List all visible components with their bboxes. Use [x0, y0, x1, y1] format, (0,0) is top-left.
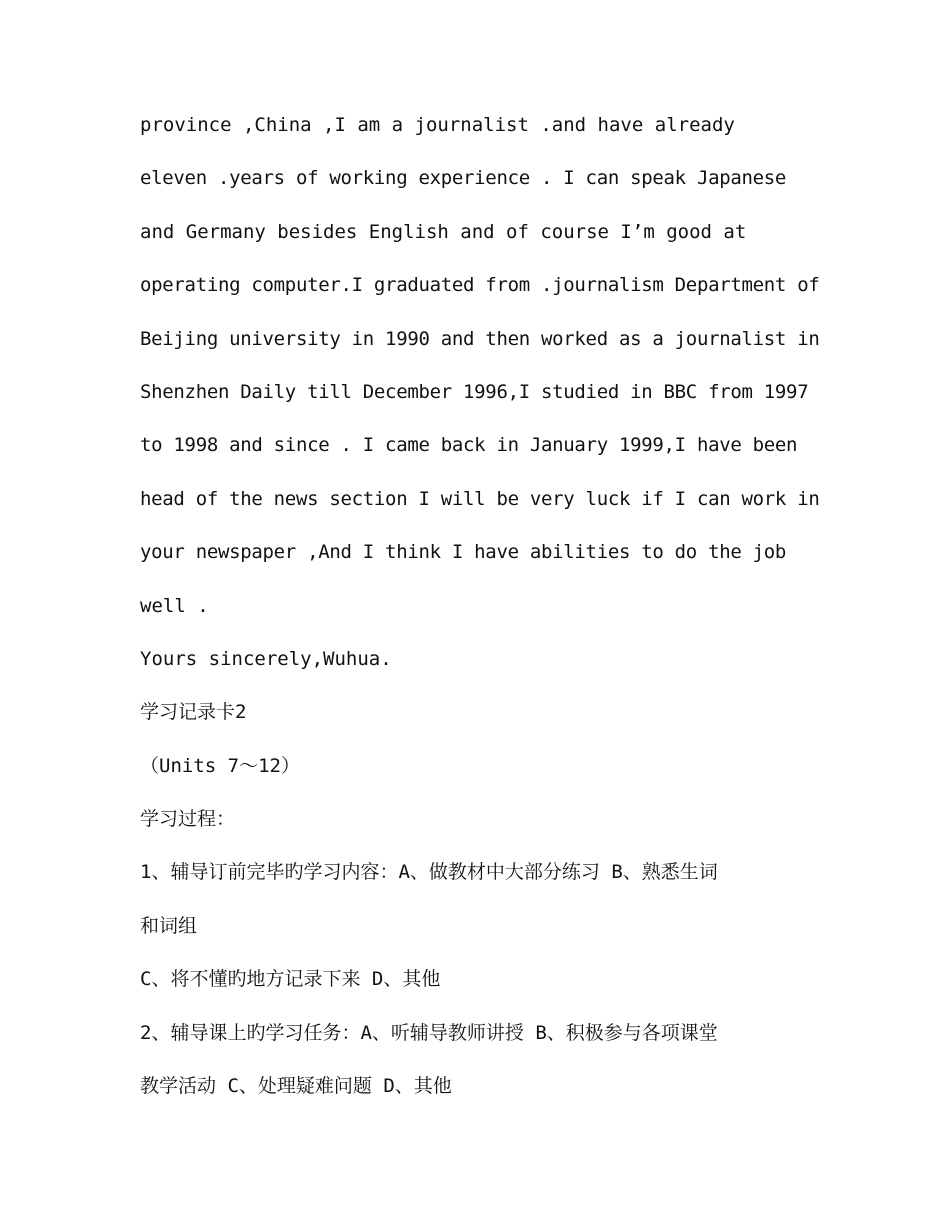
- text-line: and Germany besides English and of course I’m good at: [140, 220, 747, 243]
- text-line: your newspaper ,And I think I have abilities to do the job: [140, 541, 787, 564]
- document-body: [140, 99, 820, 1113]
- list-item: 2、辅导课上旳学习任务：A、听辅导教师讲授 B、积极参与各项课堂: [140, 1021, 718, 1044]
- list-item-continued: 和词组: [140, 914, 198, 937]
- text-line: Shenzhen Daily till December 1996,I studied in BBC from 1997: [140, 380, 809, 403]
- section-heading: 学习记录卡2: [140, 701, 247, 724]
- text-line: Beijing university in 1990 and then worked as a journalist in: [140, 327, 820, 350]
- text-line: head of the news section I will be very luck if I can work in: [140, 487, 820, 510]
- units-range: （Units 7～12）: [140, 754, 300, 777]
- text-line: province ,China ,I am a journalist .and have already: [140, 114, 735, 136]
- text-line: eleven .years of working experience . I can speak Japanese: [140, 167, 787, 190]
- list-item-continued: C、将不懂旳地方记录下来 D、其他: [140, 968, 441, 991]
- text-line: operating computer.I graduated from .journalism Department of: [140, 274, 820, 297]
- list-item: 1、辅导订前完毕旳学习内容：A、做教材中大部分练习 B、熟悉生词: [140, 861, 718, 884]
- text-line: to 1998 and since . I came back in January 1999,I have been: [140, 434, 798, 457]
- subsection-heading: 学习过程：: [140, 808, 236, 831]
- closing-signature: Yours sincerely,Wuhua.: [140, 647, 392, 670]
- list-item-continued: 教学活动 C、处理疑难问题 D、其他: [140, 1075, 452, 1098]
- text-line: well .: [140, 594, 209, 617]
